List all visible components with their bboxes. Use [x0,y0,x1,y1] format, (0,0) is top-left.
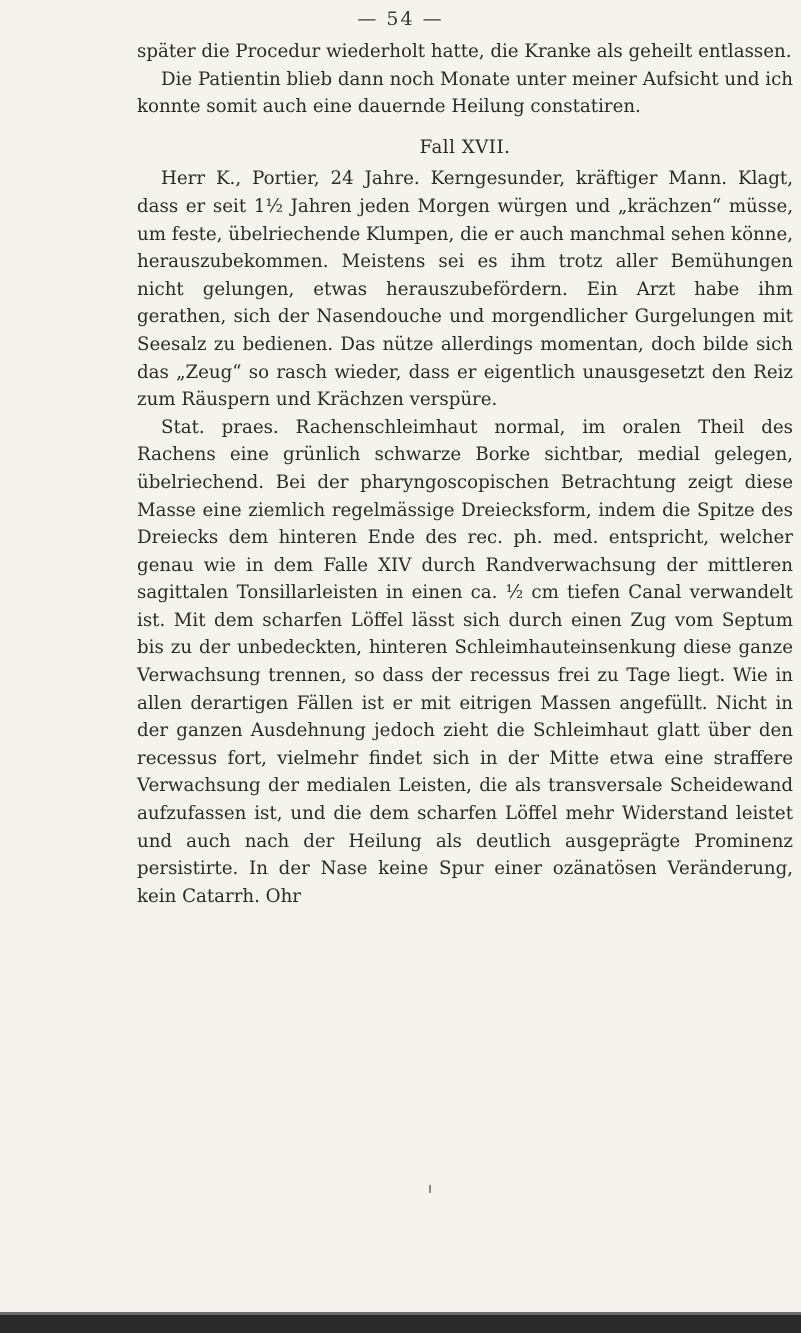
paragraph-continuation: später die Procedur wiederholt hatte, die Kranke als geheilt entlassen. [137,41,792,62]
page-bottom-edge [0,1315,801,1333]
paragraph-case-history: Herr K., Portier, 24 Jahre. Kerngesunder, kräftiger Mann. Klagt, dass er seit 1½ Jahren jeden Morgen würgen und „krächzen“ müsse, um feste, übelriechende Klumpen, die er auch manchmal sehen könne, herauszubekommen. Meistens sei es ihm trotz aller Bemühungen nicht gelungen, etwas herauszubefördern. Ein Arzt habe ihm gerathen, sich der Nasendouche und morgendlicher Gurgelungen mit Seesalz zu bedienen. Das nütze allerdings momentan, doch bilde sich das „Zeug“ so rasch wieder, dass er eigentlich unausgesetzt den Reiz zum Räuspern und Krächzen verspüre. [137,168,793,411]
paragraph-status-praesens: Stat. praes. Rachenschleimhaut normal, im oralen Theil des Rachens eine grünlich schwarze Borke sichtbar, medial gelegen, übelriechend. Bei der pharyngoscopischen Betrachtung zeigt diese Masse eine ziemlich regelmässige Dreiecksform, indem die Spitze des Dreiecks dem hinteren Ende des rec. ph. med. entspricht, welcher genau wie in dem Falle XIV durch Randverwachsung der mittleren sagittalen Tonsillarleisten in einen ca. ½ cm tiefen Canal verwandelt ist. Mit dem scharfen Löffel lässt sich durch einen Zug vom Septum bis zu der unbedeckten, hinteren Schleimhauteinsenkung diese ganze Verwachsung trennen, so dass der recessus frei zu Tage liegt. Wie in allen derartigen Fällen ist er mit eitrigen Massen angefüllt. Nicht in der ganzen Ausdehnung jedoch zieht die Schleimhaut glatt über den recessus fort, vielmehr findet sich in der Mitte etwa eine straffere Verwachsung der medialen Leisten, die als transversale Scheidewand aufzufassen ist, und die dem scharfen Löffel mehr Widerstand leistet und auch nach der Heilung als deutlich ausgeprägte Prominenz persistirte. In der Nase keine Spur einer ozänatösen Veränderung, kein Catarrh. Ohr [137,416,793,907]
paragraph-patient-followup: Die Patientin blieb dann noch Monate unter meiner Aufsicht und ich konnte somit auch eine dauernde Heilung constatiren. [137,68,793,118]
paper-speck [429,1185,431,1193]
case-heading: Fall XVII. [419,136,511,158]
body-text [137,38,793,910]
page-number: — 54 — [357,8,444,30]
